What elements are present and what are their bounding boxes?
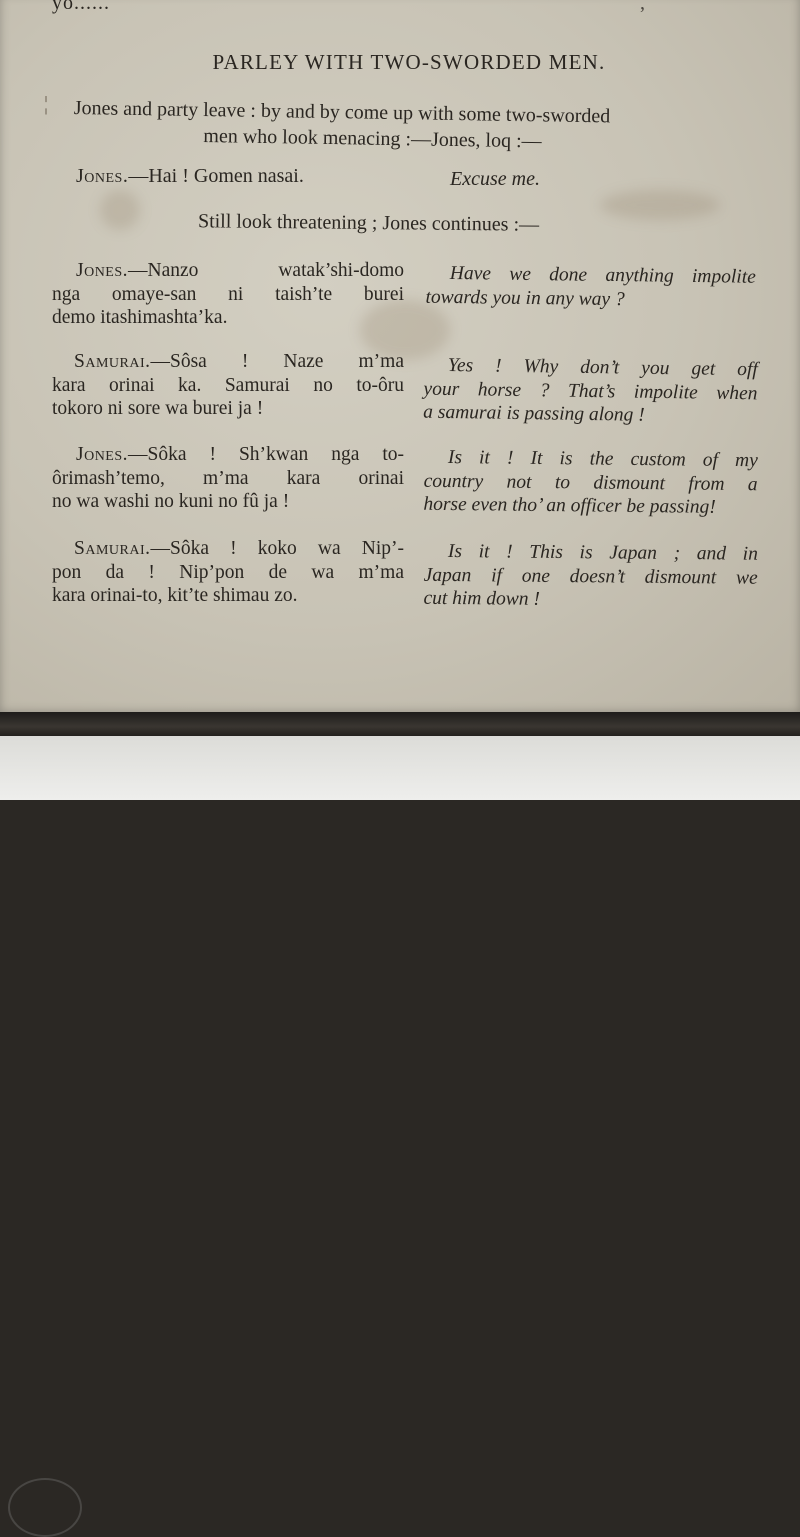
translation-line: cut him down !	[423, 587, 541, 610]
translation-line: Yes ! Why don’t you get off	[447, 354, 758, 381]
translation-line: a samurai is passing along !	[423, 401, 645, 426]
translation-line: Japan if one doesn’t dismount we	[423, 564, 758, 589]
top-fragment: yo......	[52, 0, 110, 14]
intro-line: men who look menacing :—Jones, loq :—	[203, 125, 542, 153]
translation-line: your horse ? That’s impolite when	[423, 378, 758, 404]
dialogue-right	[423, 354, 758, 429]
translation-line: Excuse me.	[450, 168, 540, 190]
stage-direction: Still look threatening ; Jones continues :—	[197, 210, 540, 236]
dialogue-left	[52, 537, 404, 608]
speaker-name: Jones.	[76, 260, 129, 281]
translation-line: country not to dismount from a	[423, 470, 758, 495]
dialogue-line: no wa washi no kuni no fû ja !	[52, 491, 290, 512]
translation-line: Have we done anything impolite	[449, 262, 756, 288]
section-heading: PARLEY WITH TWO-SWORDED MEN.	[212, 50, 606, 74]
dialogue-left	[52, 350, 404, 421]
translation-line: towards you in any way ?	[425, 286, 625, 310]
watermark-seal	[8, 1478, 82, 1537]
dialogue-right	[423, 540, 758, 613]
dialogue-right	[425, 262, 756, 313]
speaker-name: Samurai.	[74, 351, 151, 372]
dialogue-line: demo itashimashta’ka.	[52, 307, 228, 328]
translation-line: Is it ! It is the custom of my	[447, 446, 758, 472]
dialogue-line: ôrimash’temo, m’ma kara orinai	[52, 467, 404, 489]
table-surface	[0, 736, 800, 800]
dialogue-line: —Sôsa ! Naze m’ma	[150, 351, 404, 372]
intro-paragraph	[73, 95, 736, 157]
book-page	[0, 0, 800, 718]
speaker-name: Samurai.	[74, 538, 151, 559]
dialogue-left	[52, 443, 404, 514]
dialogue-line: —Sôka ! koko wa Nip’-	[150, 538, 404, 559]
top-fragment-right: ,	[640, 0, 645, 14]
margin-mark: ¦	[44, 93, 49, 115]
dialogue-line: —Nanzo watak’shi-domo	[128, 260, 404, 281]
dialogue-right	[423, 446, 758, 520]
dialogue-line: —Sôka ! Sh’kwan nga to-	[128, 444, 404, 465]
dialogue-line: pon da ! Nip’pon de wa m’ma	[52, 561, 404, 583]
dialogue-line: —Hai ! Gomen nasai.	[128, 165, 304, 187]
translation-line: Is it ! This is Japan ; and in	[447, 540, 758, 565]
dialogue-line: kara orinai-to, kit’te shimau zo.	[52, 585, 298, 606]
speaker-name: Jones.	[76, 444, 129, 465]
dialogue-line: tokoro ni sore wa burei ja !	[52, 398, 264, 419]
speaker-name: Jones.	[76, 165, 129, 187]
dialogue-left	[52, 259, 404, 330]
dialogue-right	[450, 168, 540, 191]
translation-line: horse even tho’ an officer be passing!	[423, 493, 716, 518]
dialogue-line: kara orinai ka. Samurai no to-ôru	[52, 374, 404, 396]
intro-line: Jones and party leave : by and by come up with some two-sworded	[73, 96, 611, 128]
book-cover-edge	[0, 712, 800, 736]
dialogue-left	[76, 165, 304, 188]
dialogue-line: nga omaye-san ni taish’te burei	[52, 283, 404, 305]
